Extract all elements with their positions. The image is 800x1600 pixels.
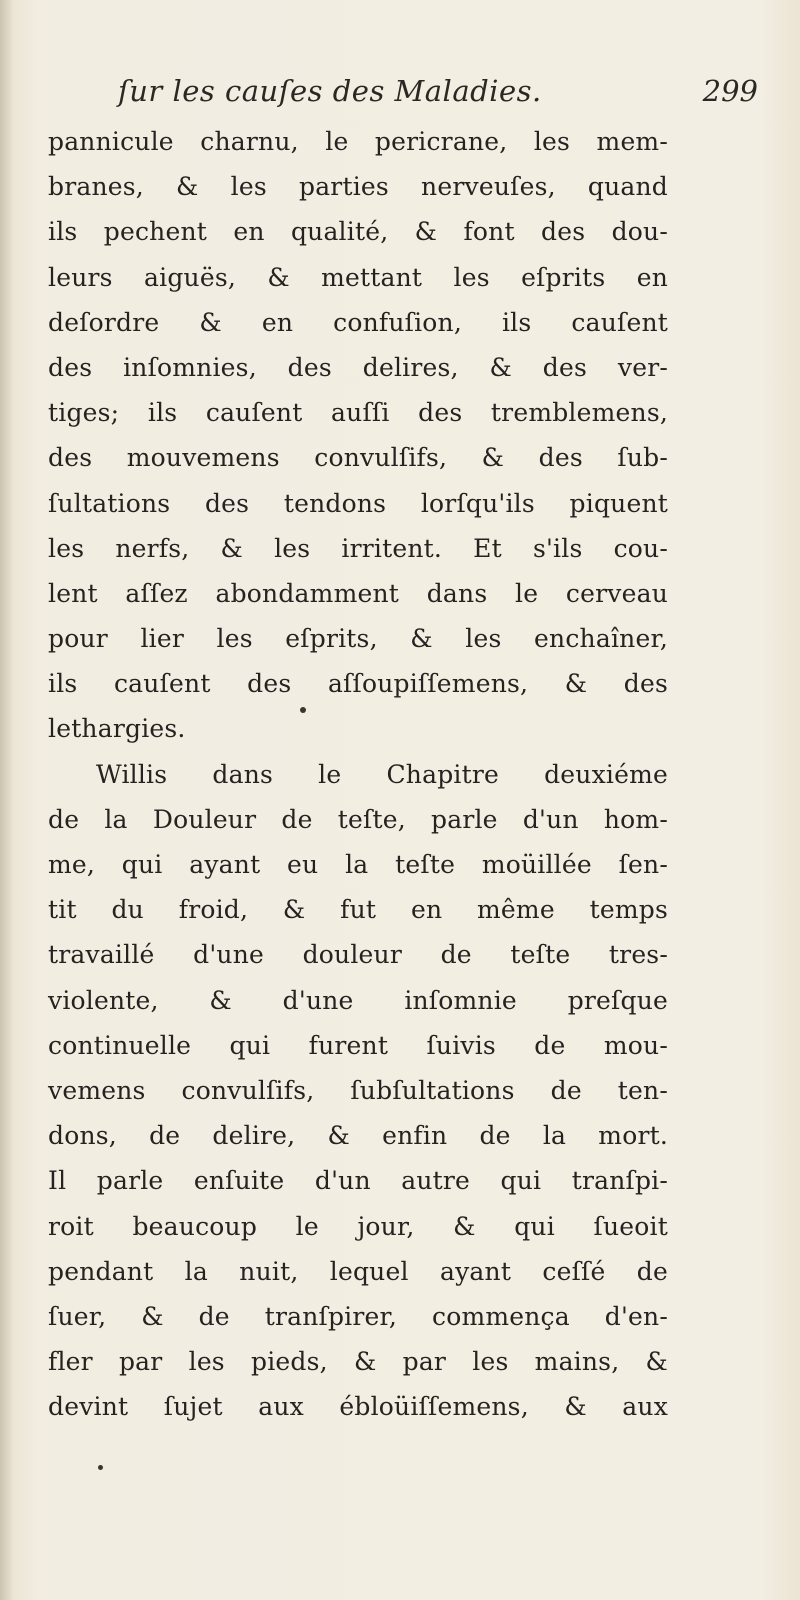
text-line: des inſomnies, des delires, & des ver- [48,352,668,382]
text-line: branes, & les parties nerveuſes, quand [48,172,668,202]
text-line: ils pechent en qualité, & font des dou- [48,217,668,247]
gutter-shadow [0,0,14,1600]
text-line: tiges; ils cauſent auſſi des tremblemens, [48,398,668,428]
text-line: vemens convulſifs, ſubſultations de ten- [48,1075,668,1105]
text-line: fler par les pieds, & par les mains, & [48,1347,668,1377]
text-line: continuelle qui furent ſuivis de mou- [48,1030,668,1060]
text-line: roit beaucoup le jour, & qui ſueoit [48,1211,668,1241]
text-line: ſuer, & de tranſpirer, commença d'en- [48,1301,668,1331]
text-line: me, qui ayant eu la teſte moüillée ſen- [48,850,668,879]
running-title: ſur les cauſes des Maladies. [118,74,542,108]
text-line: violente, & d'une inſomnie preſque [48,985,668,1015]
text-line: pour lier les eſprits, & les enchaîner, [48,624,668,654]
page-number: 299 [702,74,758,108]
text-line: deſordre & en confuſion, ils cauſent [48,307,668,337]
ink-speck [300,707,306,713]
text-line: de la Douleur de teſte, parle d'un hom- [48,804,668,834]
running-head [118,74,758,114]
text-line: dons, de delire, & enfin de la mort. [48,1121,668,1151]
text-line: pendant la nuit, lequel ayant ceſſé de [48,1256,668,1286]
text-line: leurs aiguës, & mettant les eſprits en [48,262,668,292]
text-line: pannicule charnu, le pericrane, les mem- [48,127,668,156]
text-line: des mouvemens convulſifs, & des ſub- [48,443,668,473]
text-line: tit du froid, & fut en même temps [48,895,668,925]
text-line: Il parle enſuite d'un autre qui tranſpi- [48,1166,668,1196]
text-line: lent aſſez abondamment dans le cerveau [48,578,668,608]
text-line: ils cauſent des aſſoupiſſemens, & des [48,669,668,699]
text-line-paragraph-end: lethargies. [48,714,186,744]
text-line: devint ſujet aux ébloüiſſemens, & aux [48,1392,668,1422]
text-line: ſultations des tendons lorſqu'ils piquent [48,488,668,518]
text-line: les nerfs, & les irritent. Et s'ils cou- [48,533,668,563]
ink-speck [98,1465,103,1470]
text-line: travaillé d'une douleur de teſte tres- [48,940,668,970]
body-text [48,119,668,1429]
text-line-paragraph-start: Willis dans le Chapitre deuxiéme [96,759,668,789]
